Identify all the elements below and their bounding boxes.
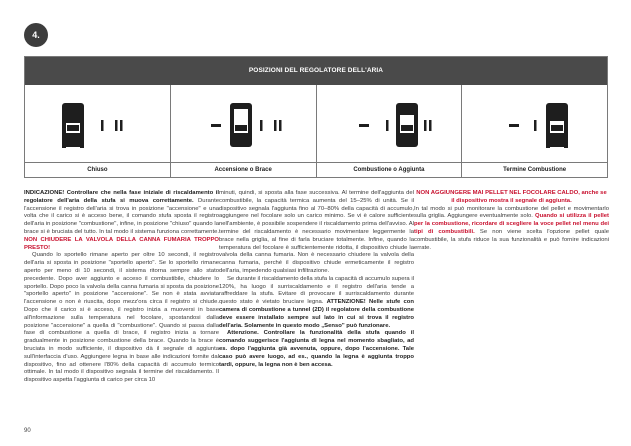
step-badge: 4. — [24, 23, 48, 47]
col3-warning-2: Quando si utilizza il pellet per la combustione, ricordare di scegliere la voce pellet nel menu dei tipi di combustibili. — [414, 213, 609, 235]
cell-termine — [462, 85, 607, 162]
cell-chiuso — [25, 85, 171, 162]
regulator-closed-icon — [25, 85, 171, 162]
col1-warning: NON CHIUDERE LA VALVOLA DELLA CANNA FUMARIA TROPPO PRESTO! — [24, 236, 219, 251]
regulator-end-icon — [462, 85, 608, 162]
text-column-2 — [219, 190, 414, 369]
regulator-combustion-icon — [317, 85, 463, 162]
label-accensione: Accensione o Brace — [171, 163, 317, 177]
col1-bold-intro: INDICAZIONE! Controllare che nella fase iniziale di riscaldamento il regolatore dell'aria della stufa si muova correttamente. — [24, 190, 219, 204]
col3-text-2: Se non viene scelta l'opzione pellet quale combustibile, la stufa riduce la sua funzionalità e può fornire indicazioni errate. — [414, 228, 610, 251]
col2-attention-2: Attenzione. Controllare la funzionalità della stufa quando il comando suggerisce l'aggiunta di legna nel momento sbagliato, ad es. dopo l'aggiunta già avvenuta, oppure, dopo l'accensione. Tale caso può avere luogo, ad es., quando la legna è aggiunta troppo tardi, oppure, la legna non è ben accesa. — [219, 330, 414, 368]
table-labels — [25, 162, 607, 177]
table-header: POSIZIONI DEL REGOLATORE DELL'ARIA — [25, 57, 607, 85]
text-column-3 — [414, 190, 609, 252]
cell-combustione — [317, 85, 463, 162]
regulator-ignition-icon — [171, 85, 317, 162]
col2-text: Se durante il riscaldamento della stufa la capacità di accumulo supera il 120%, ha luogo il surriscaldamento e il registro dell'aria tende a raffreddare la stufa. Evitare di provocare il surriscaldamento durante questo stato è vietato bruciare legna. — [219, 275, 414, 306]
text-column-1 — [24, 190, 219, 385]
col3-warning: NON AGGIUNGERE MAI PELLET NEL FOCOLARE CALDO, anche se il dispositivo mostra il segnale di aggiunta. — [416, 190, 607, 204]
label-combustione: Combustione o Aggiunta — [317, 163, 463, 177]
col1-paragraph-1 — [24, 190, 219, 252]
table-cells — [25, 85, 607, 162]
col1-paragraph-2: Quando lo sportello rimane aperto per oltre 10 secondi, il registro dell'aria si sposta in posizione "sportello aperto". Se lo sportello rimane aperto per meno di 10 secondi, il sistema ritorna sempre allo stato precedente. Dopo aver aggiunto e acceso il combustibile, chiudere lo sportello. Dopo poco la valvola della canna fumaria si sposta da posizione "sportello aperto" in posizione "accensione". Se non è stata avviata l'accensione o non è riuscita, dopo mezz'ora circa il registro si chiude. Dopo che il carico si è acceso, il registro inizia a muoversi in base all'informazione sulla temperatura nel focolare, spostandosi dalla posizione "accensione" a quella di "combustione". Quando si passa dalla fase di combustione a quella di brace, il registro inizia a tornare gradualmente in posizione combustione della brace. Quando la brace è bruciata in modo sufficiente, il dispositivo dà il segnale di aggiunta sull'interfaccia d'uso. Aggiungere legna in base alle indicazioni fornite dal dispositivo, fino ad ottenere l'80% della capacità di accumulo termico ottimale. In tal modo il dispositivo segnala il termine del riscaldamento. Il dispositivo aspetta l'aggiunta di carico per circa 10 — [24, 252, 219, 384]
col3-paragraph-1 — [414, 190, 609, 252]
cell-accensione — [171, 85, 317, 162]
col3-text-1: In tal modo si può monitorare la combustione del pellet e movimentarlo sulla griglia. Aggiungere eventualmente solo. — [414, 205, 609, 220]
col2-paragraph-3 — [219, 330, 414, 369]
label-termine: Termine Combustione — [503, 167, 567, 173]
col2-paragraph-1: minuti, quindi, si sposta alla fase successiva. Al termine dell'aggiunta del combustibile, la capacità termica aumenta del 15–25% di unità. Se il dispositivo segnala l'aggiunta fino al 70–80% della capacità di accumulo, aggiungere nel focolare solo un carico minimo. Se vi è calore sufficiente nell'ambiente, è possibile sospendere il riscaldamento prima dell'avviso. Al termine del riscaldamento è necessario movimentare leggermente la brace nella griglia, al fine di farla bruciare totalmente. Infine, quando la temperatura del focolare è sufficientemente ridotta, il dispositivo chiude la valvola della canna fumaria. Non è necessario chiudere la valvola della canna fumaria, perché il dispositivo chiude ermeticamente il registro dell'aria, impedendo qualsiasi infiltrazione. — [219, 190, 414, 274]
col1-text: Durante l'accensione il registro dell'aria si trova in posizione "accensione" e una volta che il carico si è acceso bene, il comando stufa sposta il registro dell'aria in posizione "combustione", infine, in posizione "chiuso" quando la brace si è bruciata del tutto. In tal modo il sistema funziona correttamente. — [24, 197, 219, 235]
col2-paragraph-2 — [219, 276, 414, 331]
label-chiuso: Chiuso — [25, 163, 171, 177]
col2-attention: ATTENZIONE! Nelle stufe con camera di combustione a tunnel (2D) il regolatore della combustione deve essere installato sempre sul lato in cui si trova il registro dell'aria. Solamente in questo modo „Senso" può funzionare. — [219, 299, 414, 329]
page-number: 90 — [24, 428, 31, 434]
air-regulator-table — [24, 56, 608, 178]
